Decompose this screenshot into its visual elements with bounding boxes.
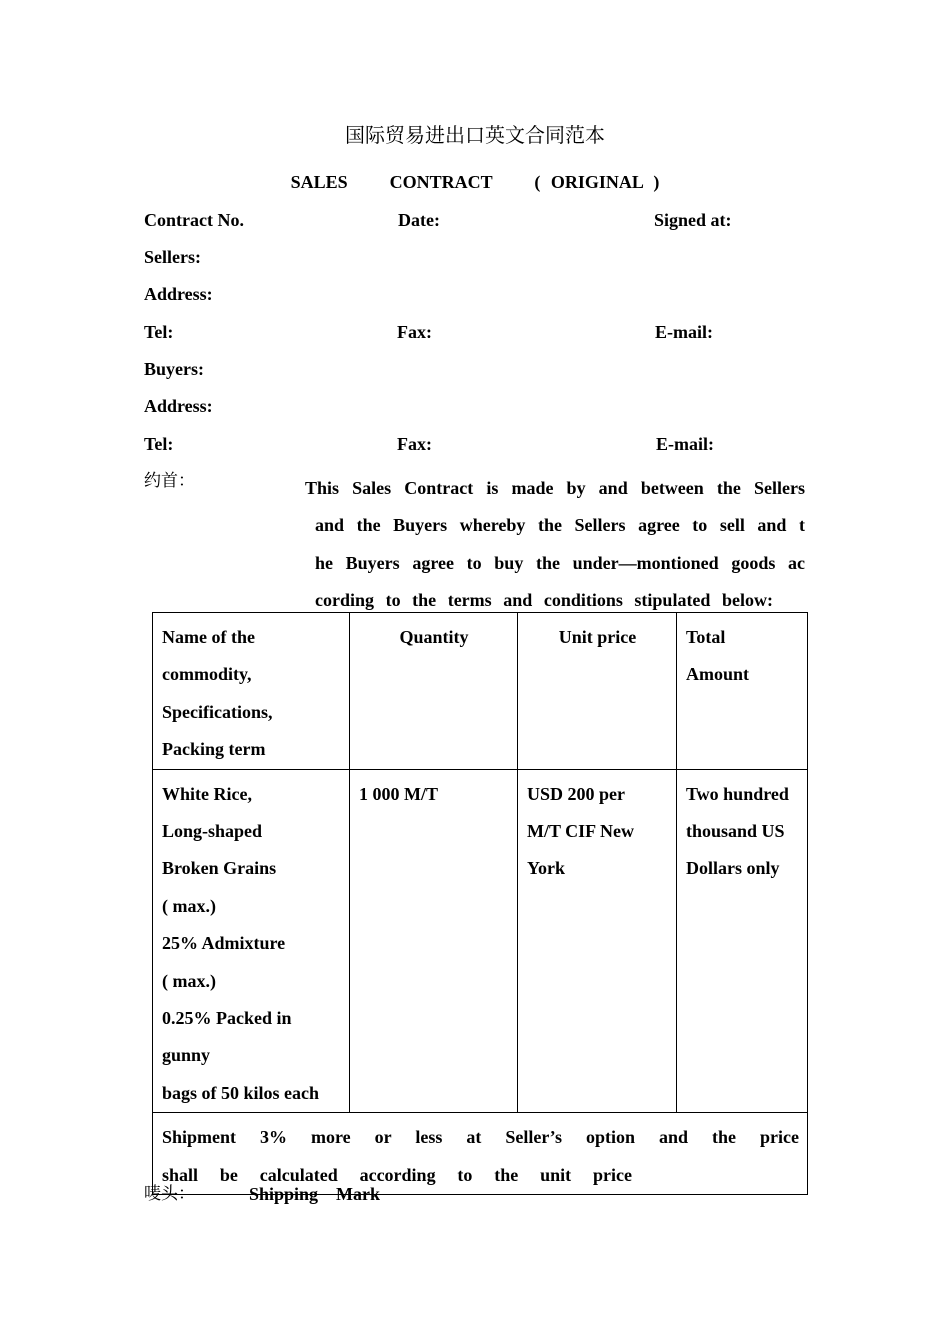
shipment-line: Shipment 3% more or less at Seller’s option and the price <box>162 1127 799 1148</box>
unit-price-line: USD 200 per <box>527 783 625 804</box>
preamble-line: cording to the terms and conditions stipulated below: <box>315 590 773 611</box>
contract-no-label: Contract No. <box>144 210 244 230</box>
sellers-email-label: E-mail: <box>655 322 713 342</box>
commodity-line: Broken Grains <box>162 858 277 879</box>
buyers-address-label: Address: <box>144 396 213 416</box>
date-label: Date: <box>398 210 440 230</box>
header-commodity <box>153 613 350 770</box>
header-commodity-line: commodity, <box>162 664 252 685</box>
signed-at-label: Signed at: <box>654 210 732 230</box>
header-commodity-line: Specifications, <box>162 701 273 722</box>
contract-heading: SALES CONTRACT ( ORIGINAL ) <box>290 172 660 192</box>
commodity-line: 25% Admixture <box>162 933 286 954</box>
preamble-text <box>305 470 805 620</box>
goods-table <box>152 612 808 1195</box>
cell-unit-price <box>518 769 677 1113</box>
total-line: Dollars only <box>686 858 780 879</box>
commodity-line: bags of 50 kilos each <box>162 1082 320 1103</box>
buyers-label: Buyers: <box>144 359 204 379</box>
header-total-line: Total <box>686 627 726 647</box>
header-total-line: Amount <box>686 664 750 685</box>
unit-price-line: M/T CIF New <box>527 821 634 842</box>
header-quantity: Quantity <box>350 613 518 770</box>
header-commodity-line: Name of the <box>162 627 255 647</box>
sellers-fax-label: Fax: <box>397 322 432 342</box>
commodity-line: ( max.) <box>162 970 216 991</box>
sellers-tel-label: Tel: <box>144 322 174 342</box>
header-total-amount <box>677 613 808 770</box>
shipping-mark-value: Shipping Mark <box>249 1184 381 1204</box>
sellers-address-label: Address: <box>144 284 213 304</box>
total-line: Two hundred <box>686 783 789 804</box>
cell-commodity <box>153 769 350 1113</box>
table-header-row <box>153 613 808 770</box>
document-title: 国际贸易进出口英文合同范本 <box>345 123 605 147</box>
buyers-tel-label: Tel: <box>144 434 174 454</box>
commodity-line: Long-shaped <box>162 821 263 842</box>
total-line: thousand US <box>686 821 785 842</box>
cell-quantity: 1 000 M/T <box>350 769 518 1113</box>
buyers-fax-label: Fax: <box>397 434 432 454</box>
commodity-line: ( max.) <box>162 895 216 916</box>
cell-total-amount <box>677 769 808 1113</box>
preamble-line: he Buyers agree to buy the under—montioned goods ac <box>315 552 805 573</box>
preamble-line: This Sales Contract is made by and between the Sellers <box>305 478 805 498</box>
table-row <box>153 769 808 1113</box>
header-unit-price: Unit price <box>518 613 677 770</box>
unit-price-line: York <box>527 858 566 879</box>
commodity-line: gunny <box>162 1045 211 1066</box>
sellers-label: Sellers: <box>144 247 201 267</box>
preamble-line: and the Buyers whereby the Sellers agree to sell and t <box>315 515 805 536</box>
shipping-mark-label: 唛头： <box>144 1184 195 1204</box>
buyers-email-label: E-mail: <box>656 434 714 454</box>
header-commodity-line: Packing term <box>162 739 266 760</box>
shipment-line: shall be calculated according to the unit price <box>162 1164 632 1185</box>
preamble-label: 约首： <box>144 471 195 491</box>
commodity-line: 0.25% Packed in <box>162 1008 292 1029</box>
commodity-line: White Rice, <box>162 783 252 804</box>
